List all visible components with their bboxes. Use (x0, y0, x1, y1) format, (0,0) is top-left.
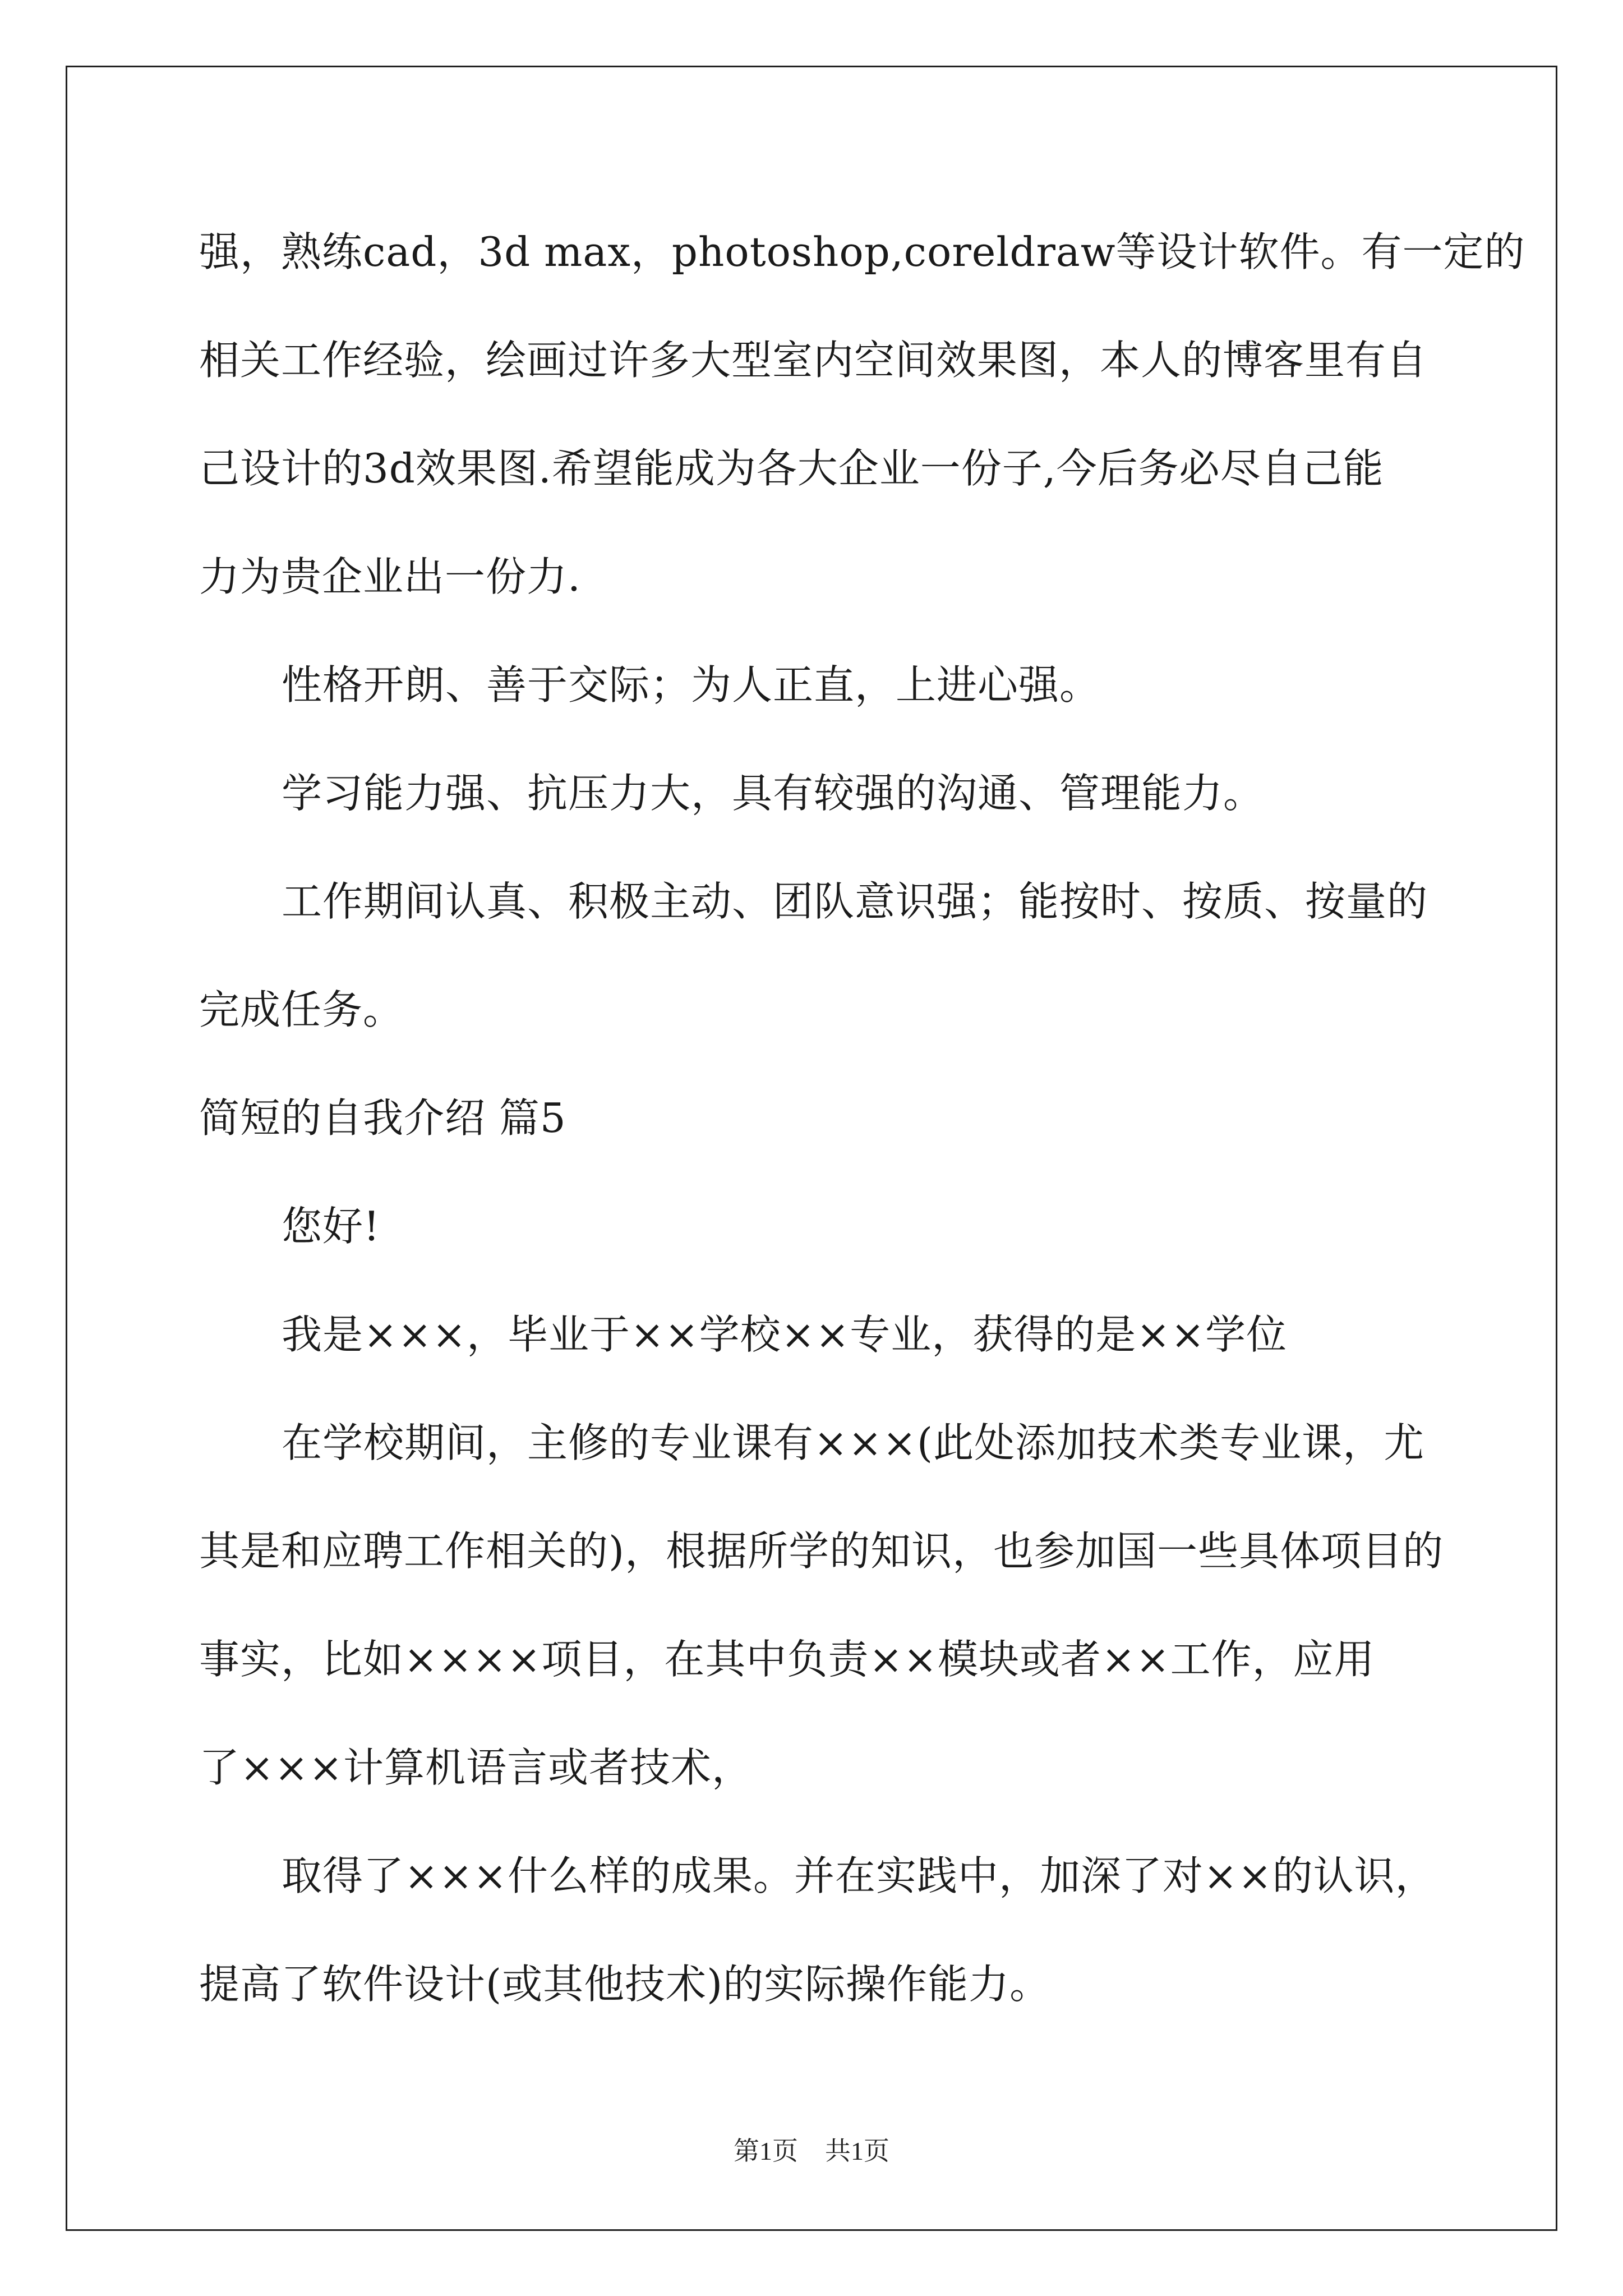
text-line: 相关工作经验，绘画过许多大型室内空间效果图，本人的博客里有自 (199, 337, 1428, 384)
text-line: 强，熟练cad，3d max，photoshop,coreldraw等设计软件。有一定的 (199, 228, 1525, 275)
text-line: 了×××计算机语言或者技术， (199, 1744, 753, 1791)
text-line: 工作期间认真、积极主动、团队意识强；能按时、按质、按量的 (282, 878, 1428, 925)
text-line: 学习能力强、抗压力大，具有较强的沟通、管理能力。 (282, 770, 1265, 817)
text-line: 在学校期间，主修的专业课有×××(此处添加技术类专业课，尤 (282, 1419, 1425, 1466)
text-line: 其是和应聘工作相关的)，根据所学的知识，也参加国一些具体项目的 (199, 1527, 1444, 1575)
text-line: 事实，比如××××项目，在其中负责××模块或者××工作，应用 (199, 1636, 1375, 1683)
text-line: 力为贵企业出一份力. (199, 553, 581, 600)
page-footer (0, 2131, 1623, 2168)
text-line: 我是×××，毕业于××学校××专业，获得的是××学位 (282, 1311, 1287, 1358)
text-line: 取得了×××什么样的成果。并在实践中，加深了对××的认识， (282, 1852, 1436, 1899)
document-body (199, 210, 1525, 2050)
text-line: 您好! (282, 1203, 380, 1250)
page-total: 共1页 (825, 2137, 889, 2165)
page-number: 第1页 (734, 2137, 798, 2165)
section-heading: 简短的自我介绍 篇5 (199, 1094, 566, 1142)
text-line: 提高了软件设计(或其他技术)的实际操作能力。 (199, 1961, 1051, 2008)
text-line: 性格开朗、善于交际；为人正直，上进心强。 (282, 661, 1101, 708)
text-line: 己设计的3d效果图.希望能成为各大企业一份子,今后务必尽自己能 (199, 445, 1384, 492)
text-line: 完成任务。 (199, 986, 404, 1033)
